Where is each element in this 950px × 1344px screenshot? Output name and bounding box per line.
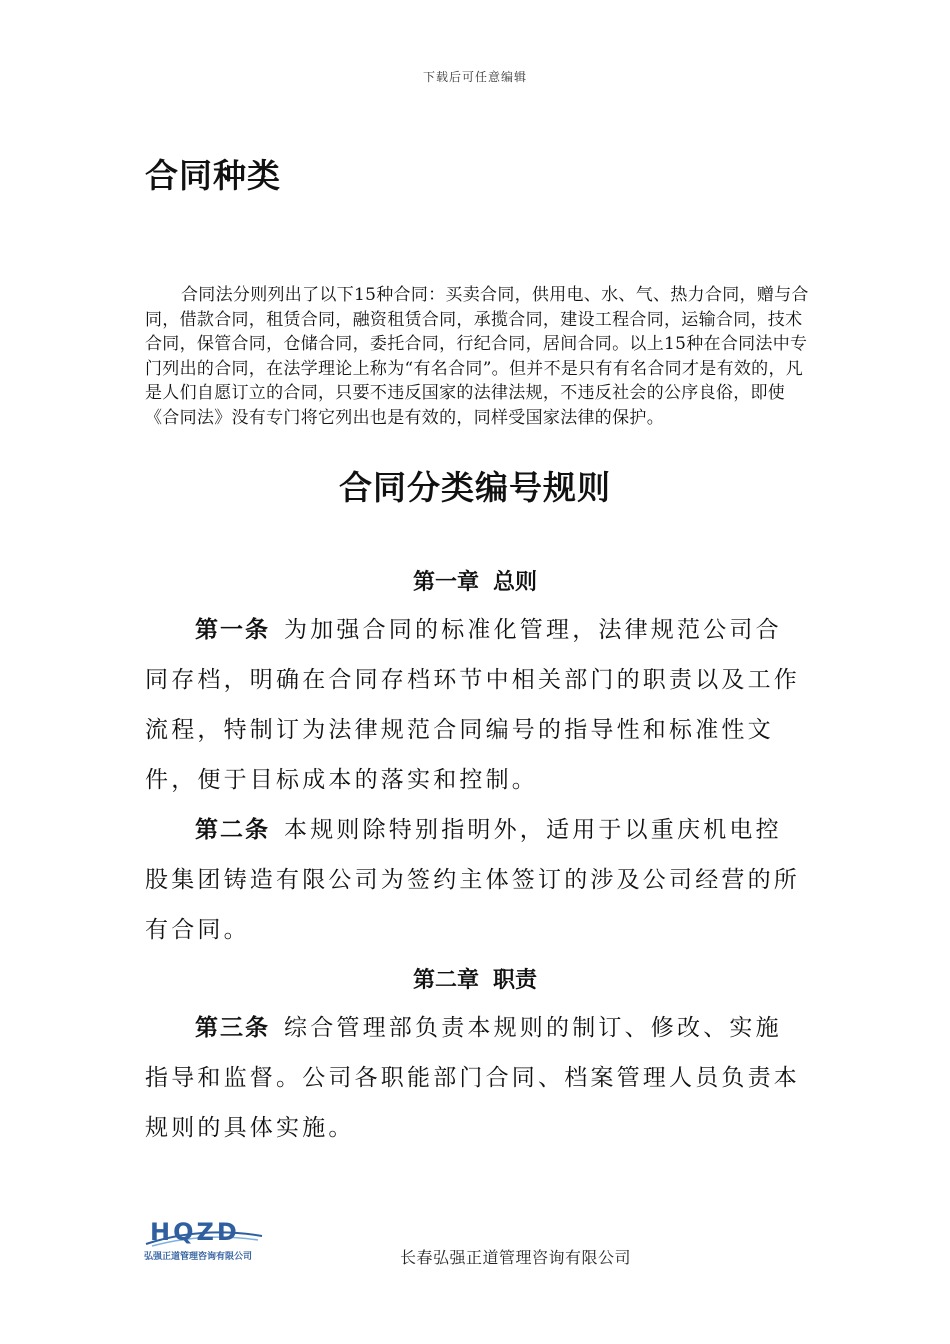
logo-company-name: 弘强正道管理咨询有限公司 (144, 1252, 253, 1262)
intro-paragraph: 合同法分则列出了以下15种合同：买卖合同，供用电、水、气、热力合同，赠与合同，借款合同，租赁合同，融资租赁合同，承揽合同，建设工程合同，运输合同，技术合同，保管合同，仓储合同，委托合同，行纪合同，居间合同。以上15种在合同法中专门列出的合同，在法学理论上称为“有名合同”。但并不是只有有名合同才是有效的，凡是人们自愿订立的合同，只要不违反国家的法律法规，不违反社会的公序良俗，即使《合同法》没有专门将它列出也是有效的，同样受国家法律的保护。 (145, 285, 809, 428)
article-label: 第二条 (195, 817, 270, 843)
article-1 (145, 605, 807, 805)
article-label: 第三条 (195, 1015, 270, 1041)
article-text: 为加强合同的标准化管理，法律规范公司合同存档，明确在合同存档环节中相关部门的职责以及工作流程，特制订为法律规范合同编号的指导性和标准性文件，便于目标成本的落实和控制。 (145, 617, 800, 793)
logo-letters: HQZD (150, 1218, 240, 1246)
chapter-name: 总则 (493, 570, 538, 595)
document-title: 合同种类 (145, 156, 281, 195)
chapter-number: 第二章 (412, 968, 479, 993)
article-2 (145, 805, 807, 955)
chapter-heading-1 (0, 565, 950, 596)
article-text: 本规则除特别指明外，适用于以重庆机电控股集团铸造有限公司为签约主体签订的涉及公司经营的所有合同。 (145, 817, 800, 943)
company-logo (142, 1218, 267, 1264)
section-title: 合同分类编号规则 (339, 468, 611, 507)
footer-company-name: 长春弘强正道管理咨询有限公司 (400, 1248, 632, 1267)
chapter-number: 第一章 (412, 570, 479, 595)
chapter-name: 职责 (493, 968, 538, 993)
article-label: 第一条 (195, 617, 270, 643)
chapter-heading-2 (0, 963, 950, 994)
header-note: 下载后可任意编辑 (422, 70, 527, 84)
article-text: 综合管理部负责本规则的制订、修改、实施指导和监督。公司各职能部门合同、档案管理人员负责本规则的具体实施。 (145, 1015, 800, 1141)
article-3 (145, 1003, 807, 1153)
